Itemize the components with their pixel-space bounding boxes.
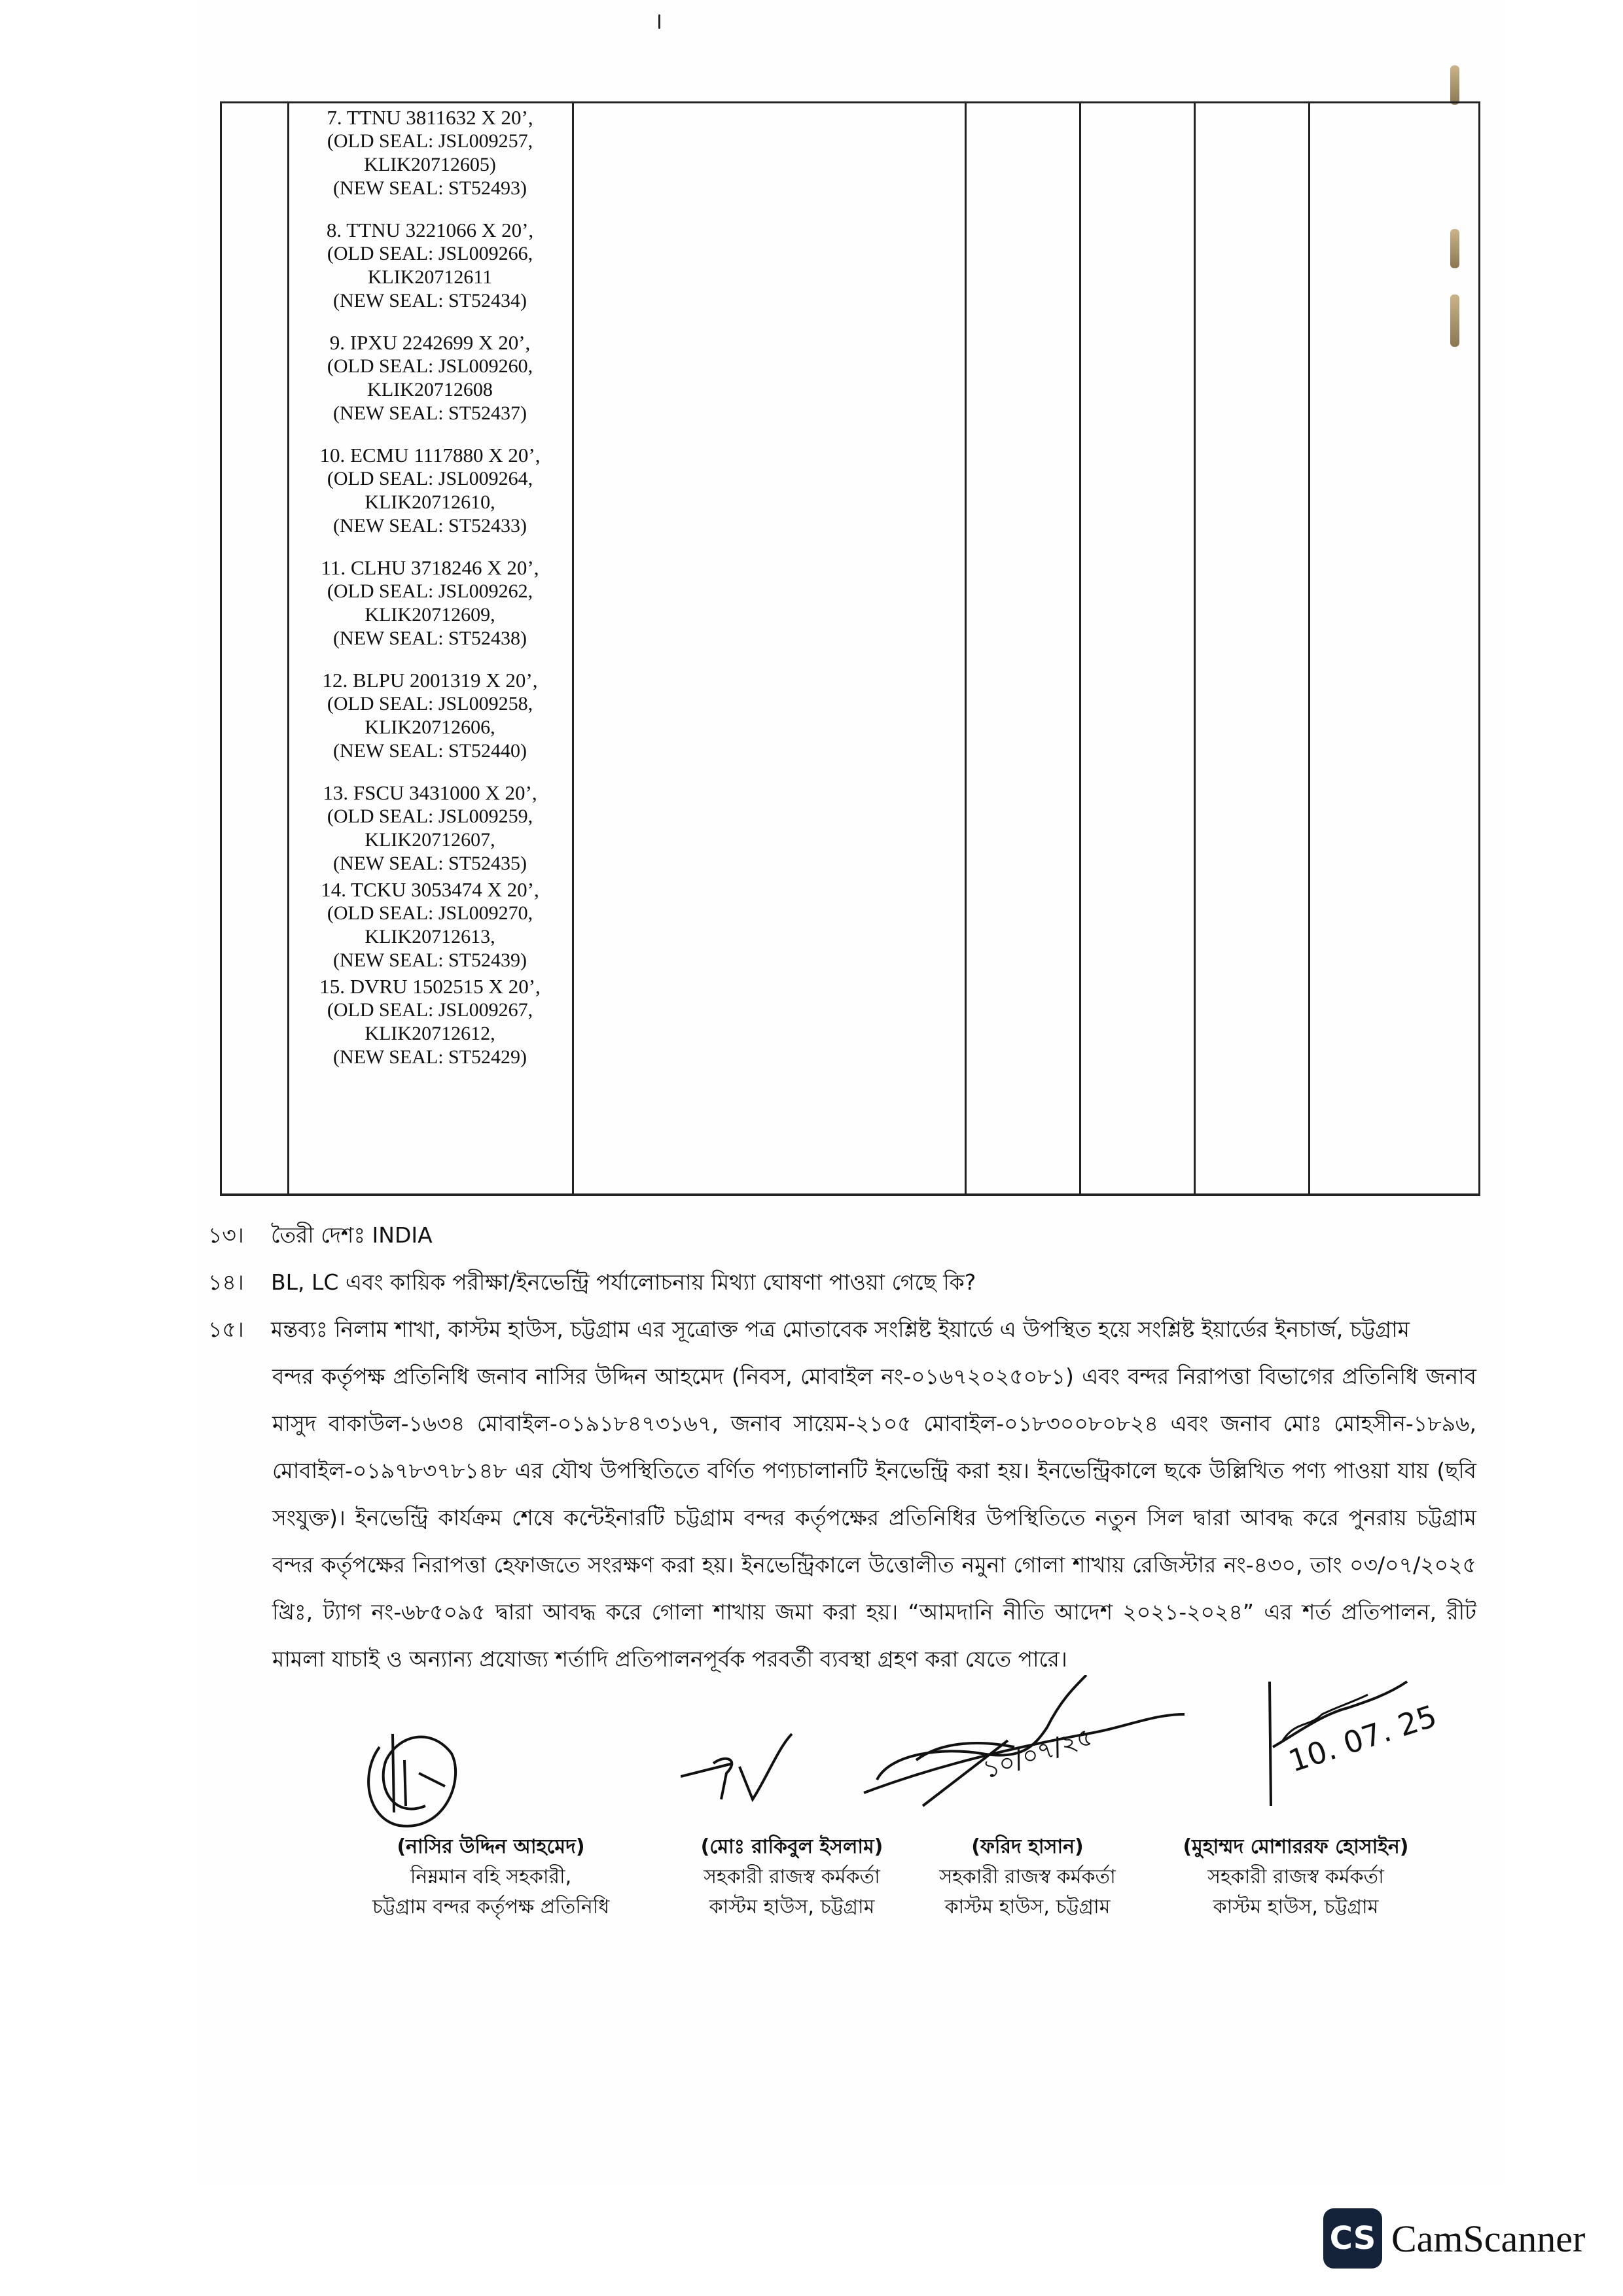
container-entry — [293, 781, 567, 875]
new-seal: (NEW SEAL: ST52434) — [332, 290, 527, 311]
old-seal: (OLD SEAL: JSL009259, — [327, 805, 533, 827]
new-seal: (NEW SEAL: ST52493) — [332, 177, 527, 199]
container-number: 10. ECMU 1117880 X 20’, — [319, 444, 541, 467]
signatory-title: নিম্নমান বহি সহকারী, — [410, 1865, 572, 1888]
container-number: 12. BLPU 2001319 X 20’, — [322, 669, 538, 692]
container-number: 11. CLHU 3718246 X 20’, — [321, 556, 539, 579]
new-seal: (NEW SEAL: ST52437) — [332, 402, 527, 424]
table-column-divider — [1194, 103, 1196, 1193]
signatory-name: (নাসির উদ্দিন আহমেদ) — [397, 1835, 585, 1858]
signatory-name: (মোঃ রাকিবুল ইসলাম) — [700, 1835, 883, 1858]
old-seal: (OLD SEAL: JSL009266, — [327, 243, 533, 264]
camscanner-label: CamScanner — [1391, 2217, 1586, 2260]
signatory-block — [668, 1832, 916, 1922]
container-entry — [293, 219, 567, 313]
signatory-block — [340, 1832, 641, 1922]
old-seal-klik: KLIK20712609, — [365, 604, 495, 626]
table-column-divider — [1308, 103, 1310, 1193]
inventory-table — [220, 101, 1480, 1196]
table-column-divider — [572, 103, 574, 1193]
old-seal-klik: KLIK20712613, — [365, 926, 495, 947]
container-entry — [293, 556, 567, 650]
old-seal: (OLD SEAL: JSL009258, — [327, 693, 533, 715]
container-number: 8. TTNU 3221066 X 20’, — [326, 219, 534, 241]
section-number: ১৪। — [208, 1269, 244, 1295]
table-column-divider — [287, 103, 289, 1193]
signatory-office: কাস্টম হাউস, চট্টগ্রাম — [709, 1896, 875, 1918]
signature-date-farid: ১০/০৭/২৫ — [979, 1722, 1097, 1784]
signatory-title: সহকারী রাজস্ব কর্মকর্তা — [939, 1865, 1116, 1888]
section-text: তৈরী দেশঃ INDIA — [271, 1222, 433, 1248]
old-seal: (OLD SEAL: JSL009260, — [327, 355, 533, 377]
new-seal: (NEW SEAL: ST52433) — [332, 515, 527, 537]
signatory-name: (মুহাম্মদ মোশাররফ হোসাইন) — [1183, 1835, 1409, 1858]
signature-rakibul — [681, 1727, 798, 1812]
new-seal: (NEW SEAL: ST52440) — [332, 740, 527, 762]
signatory-name: (ফরিদ হাসান) — [971, 1835, 1084, 1858]
table-column-divider — [965, 103, 967, 1193]
container-number: 14. TCKU 3053474 X 20’, — [321, 878, 539, 901]
signature-nasir — [353, 1721, 497, 1832]
signatory-block — [903, 1832, 1152, 1922]
old-seal-klik: KLIK20712610, — [365, 491, 495, 513]
container-number: 15. DVRU 1502515 X 20’, — [319, 975, 541, 998]
container-entry — [293, 669, 567, 763]
container-number: 7. TTNU 3811632 X 20’, — [327, 106, 533, 129]
section-15-remarks — [208, 1306, 1478, 1353]
new-seal: (NEW SEAL: ST52439) — [332, 949, 527, 971]
container-number: 13. FSCU 3431000 X 20’, — [323, 781, 537, 804]
camscanner-logo-icon: CS — [1323, 2208, 1382, 2269]
old-seal-klik: KLIK20712605) — [364, 154, 496, 175]
new-seal: (NEW SEAL: ST52438) — [332, 627, 527, 649]
signatory-block — [1126, 1832, 1466, 1922]
section-first-line: মন্তব্যঃ নিলাম শাখা, কাস্টম হাউস, চট্টগ্রাম এর সূত্রোক্ত পত্র মোতাবেক সংশ্লিষ্ট ইয়ার্ডে এ উপস্থিত হয়ে সংশ্লিষ্ট ইয়ার্ডের ইনচার্জ, চট্টগ্রাম — [271, 1316, 1410, 1342]
new-seal: (NEW SEAL: ST52435) — [332, 853, 527, 874]
section-13-country-of-origin — [208, 1212, 1478, 1259]
old-seal: (OLD SEAL: JSL009262, — [327, 580, 533, 602]
signatory-office: কাস্টম হাউস, চট্টগ্রাম — [944, 1896, 1111, 1918]
old-seal-klik: KLIK20712612, — [365, 1023, 495, 1044]
old-seal: (OLD SEAL: JSL009257, — [327, 130, 533, 152]
table-column-divider — [1079, 103, 1081, 1193]
old-seal: (OLD SEAL: JSL009264, — [327, 468, 533, 489]
section-text: BL, LC এবং কায়িক পরীক্ষা/ইনভেন্ট্রি পর্যালোচনায় মিথ্যা ঘোষণা পাওয়া গেছে কি? — [271, 1269, 976, 1295]
container-entry — [293, 878, 567, 972]
camscanner-watermark — [1323, 2208, 1585, 2269]
container-entry — [293, 331, 567, 425]
old-seal-klik: KLIK20712607, — [365, 829, 495, 851]
section-number: ১৫। — [208, 1316, 244, 1342]
container-entry — [293, 975, 567, 1069]
scan-speck — [658, 14, 660, 29]
remarks-paragraph: বন্দর কর্তৃপক্ষ প্রতিনিধি জনাব নাসির উদ্দিন আহমেদ (নিবস, মোবাইল নং-০১৬৭২০২৫০৮১) এবং বন্দর নিরাপত্তা বিভাগের প্রতিনিধি জনাব মাসুদ বাকাউল-১৬৩৪ মোবাইল-০১৯১৮৪৭৩১৬৭, জনাব সায়েম-২১০৫ মোবাইল-০১৮৩০০৮০৮২৪ এবং জনাব মোঃ মোহসীন-১৮৯৬, মোবাইল-০১৯৭৮৩৭৮১৪৮ এর যৌথ উপস্থিতিতে বর্ণিত পণ্যচালানটি ইনভেন্ট্রি করা হয়। ইনভেন্ট্রিকালে ছকে উল্লিখিত পণ্য পাওয়া যায় (ছবি সংযুক্ত)। ইনভেন্ট্রি কার্যক্রম শেষে কন্টেইনারটি চট্টগ্রাম বন্দর কর্তৃপক্ষের প্রতিনিধির উপস্থিতিতে নতুন সিল দ্বারা আবদ্ধ করে পুনরায় চট্টগ্রাম বন্দর কর্তৃপক্ষের নিরাপত্তা হেফাজতে সংরক্ষণ করা হয়। ইনভেন্ট্রিকালে উত্তোলীত নমুনা গোলা শাখায় রেজিস্টার নং-৪৩০, তাং ০৩/০৭/২০২৫ খ্রিঃ, ট্যাগ নং-৬৮৫০৯৫ দ্বারা আবদ্ধ করে গোলা শাখায় জমা করা হয়। “আমদানি নীতি আদেশ ২০২১-২০২৪” এর শর্ত প্রতিপালন, রীট মামলা যাচাই ও অন্যান্য প্রযোজ্য শর্তাদি প্রতিপালনপূর্বক পরবর্তী ব্যবস্থা গ্রহণ করা যেতে পারে। — [272, 1364, 1476, 1672]
container-list — [293, 106, 567, 1069]
signatory-title: সহকারী রাজস্ব কর্মকর্তা — [704, 1865, 880, 1888]
old-seal-klik: KLIK20712608 — [367, 379, 493, 400]
old-seal: (OLD SEAL: JSL009267, — [327, 999, 533, 1021]
container-entry — [293, 106, 567, 200]
old-seal-klik: KLIK20712611 — [367, 266, 493, 288]
container-number: 9. IPXU 2242699 X 20’, — [329, 331, 531, 354]
new-seal: (NEW SEAL: ST52429) — [332, 1046, 527, 1068]
old-seal: (OLD SEAL: JSL009270, — [327, 902, 533, 924]
section-14-false-declaration — [208, 1259, 1478, 1306]
section-number: ১৩। — [208, 1222, 244, 1248]
signatory-title: সহকারী রাজস্ব কর্মকর্তা — [1207, 1865, 1384, 1888]
signature-date-mosharraf: 10. 07. 25 — [1284, 1698, 1441, 1779]
container-entry — [293, 444, 567, 538]
signatory-office: কাস্টম হাউস, চট্টগ্রাম — [1213, 1896, 1379, 1918]
old-seal-klik: KLIK20712606, — [365, 716, 495, 738]
signatory-office: চট্টগ্রাম বন্দর কর্তৃপক্ষ প্রতিনিধি — [372, 1896, 610, 1918]
